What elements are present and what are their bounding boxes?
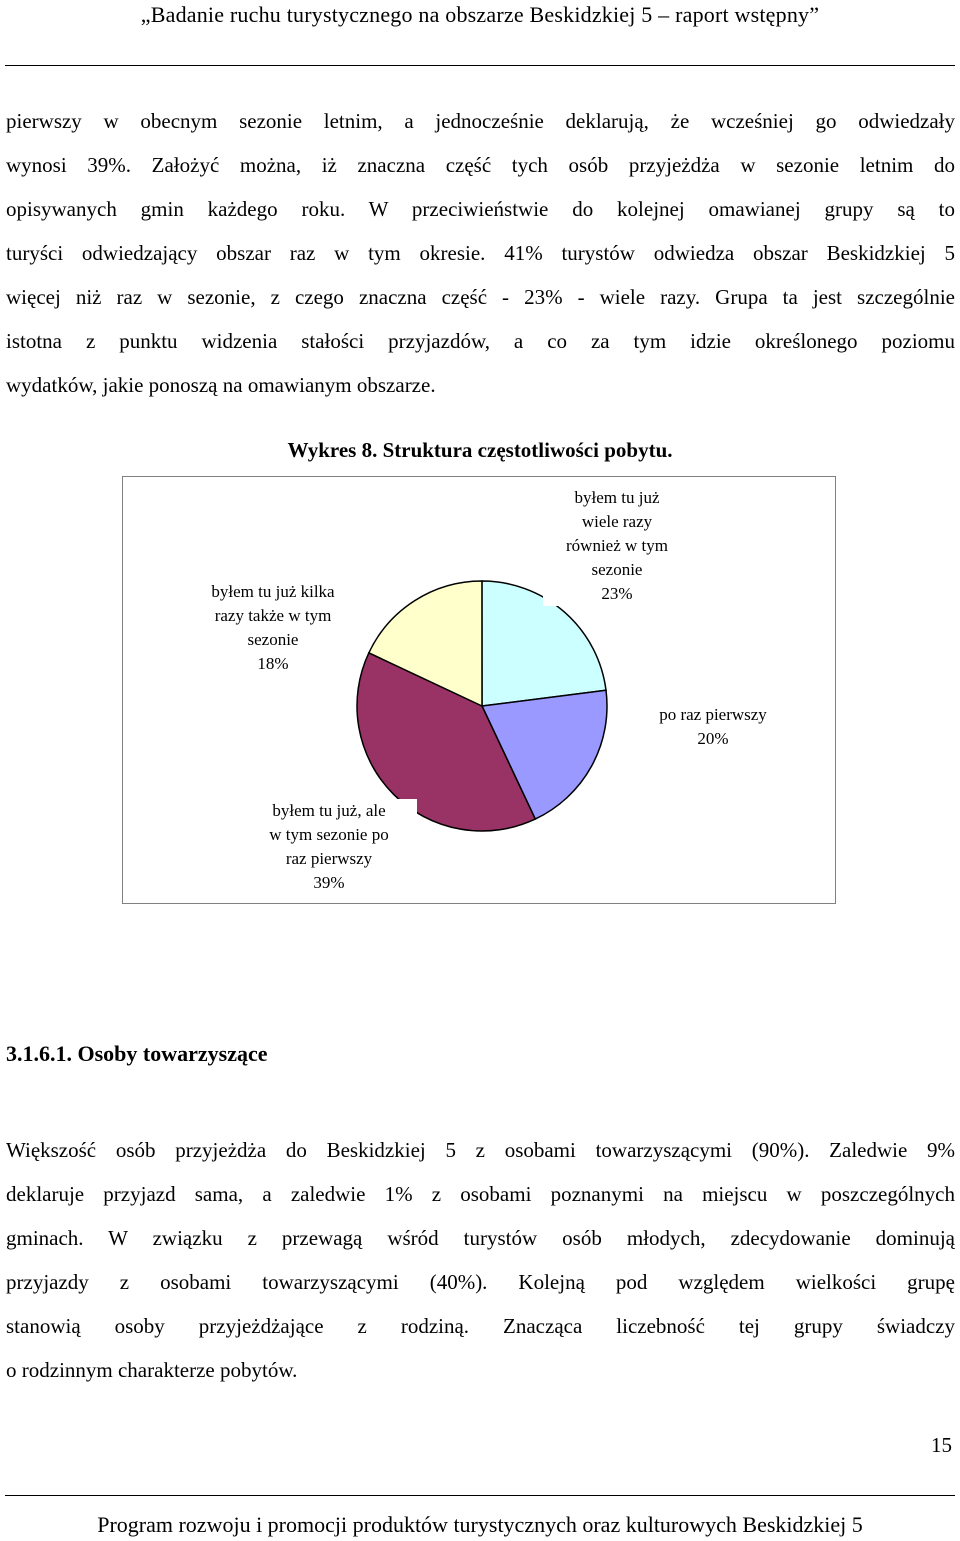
- slice-label: [613, 703, 813, 751]
- slice-label: [543, 486, 691, 606]
- slice-label: [191, 580, 355, 676]
- paragraph-line: pierwszy w obecnym sezonie letnim, a jednocześnie deklarują, że wcześniej go odwiedzały: [6, 109, 955, 133]
- page-number: 15: [931, 1433, 952, 1457]
- slice-label-line: 18%: [257, 654, 289, 673]
- paragraph-line: stanowią osoby przyjeżdżające z rodziną. Znacząca liczebność tej grupy świadczy: [6, 1314, 955, 1338]
- section-heading: 3.1.6.1. Osoby towarzyszące: [6, 1041, 268, 1066]
- paragraph-2: [6, 1128, 955, 1392]
- slice-label-line: 23%: [601, 584, 633, 603]
- slice-label-line: wiele razy: [581, 512, 653, 531]
- page-header: [0, 0, 960, 66]
- paragraph-line: gminach. W związku z przewagą wśród turystów osób młodych, zdecydowanie dominują: [6, 1226, 955, 1250]
- slice-label-line: 39%: [313, 873, 345, 892]
- header-title: „Badanie ruchu turystycznego na obszarze Beskidzkiej 5 – raport wstępny”: [140, 2, 820, 27]
- footer-text: Program rozwoju i promocji produktów turystycznych oraz kulturowych Beskidzkiej 5: [97, 1512, 863, 1537]
- figure-title: Wykres 8. Struktura częstotliwości pobytu.: [287, 438, 673, 462]
- slice-label-line: byłem tu już kilka: [211, 582, 335, 601]
- footer-rule: [5, 1495, 955, 1496]
- paragraph-line: przyjazdy z osobami towarzyszącymi (40%). Kolejną pod względem wielkości grupę: [6, 1270, 955, 1294]
- paragraph-line: Większość osób przyjeżdża do Beskidzkiej 5 z osobami towarzyszącymi (90%). Zaledwie 9%: [6, 1138, 955, 1162]
- paragraph-line: więcej niż raz w sezonie, z czego znaczna część - 23% - wiele razy. Grupa ta jest szczególnie: [6, 285, 955, 309]
- pie-chart-svg: [123, 477, 835, 903]
- slice-label-line: razy także w tym: [214, 606, 332, 625]
- slice-label: [241, 799, 417, 895]
- slice-label-line: 20%: [697, 729, 729, 748]
- slice-label-line: sezonie: [247, 630, 299, 649]
- slice-label-line: po raz pierwszy: [659, 705, 767, 724]
- paragraph-line: istotna z punktu widzenia stałości przyjazdów, a co za tym idzie określonego poziomu: [6, 329, 955, 353]
- paragraph-1: [6, 99, 955, 407]
- slice-label-line: byłem tu już, ale: [272, 801, 386, 820]
- slice-label-line: również w tym: [566, 536, 668, 555]
- paragraph-line: opisywanych gmin każdego roku. W przeciwieństwie do kolejnej omawianej grupy są to: [6, 197, 955, 221]
- slice-label-line: sezonie: [591, 560, 643, 579]
- paragraph-line: wydatków, jakie ponoszą na omawianym obszarze.: [6, 373, 436, 397]
- pie-chart: [122, 476, 836, 904]
- paragraph-line: o rodzinnym charakterze pobytów.: [6, 1358, 298, 1382]
- slice-label-line: w tym sezonie po: [269, 825, 389, 844]
- slice-label-line: byłem tu już: [574, 488, 660, 507]
- paragraph-line: wynosi 39%. Założyć można, iż znaczna część tych osób przyjeżdża w sezonie letnim do: [6, 153, 955, 177]
- paragraph-line: deklaruje przyjazd sama, a zaledwie 1% z osobami poznanymi na miejscu w poszczególnych: [6, 1182, 955, 1206]
- slice-label-line: raz pierwszy: [285, 849, 373, 868]
- header-rule: [5, 65, 955, 66]
- paragraph-line: turyści odwiedzający obszar raz w tym okresie. 41% turystów odwiedza obszar Beskidzkiej 5: [6, 241, 955, 265]
